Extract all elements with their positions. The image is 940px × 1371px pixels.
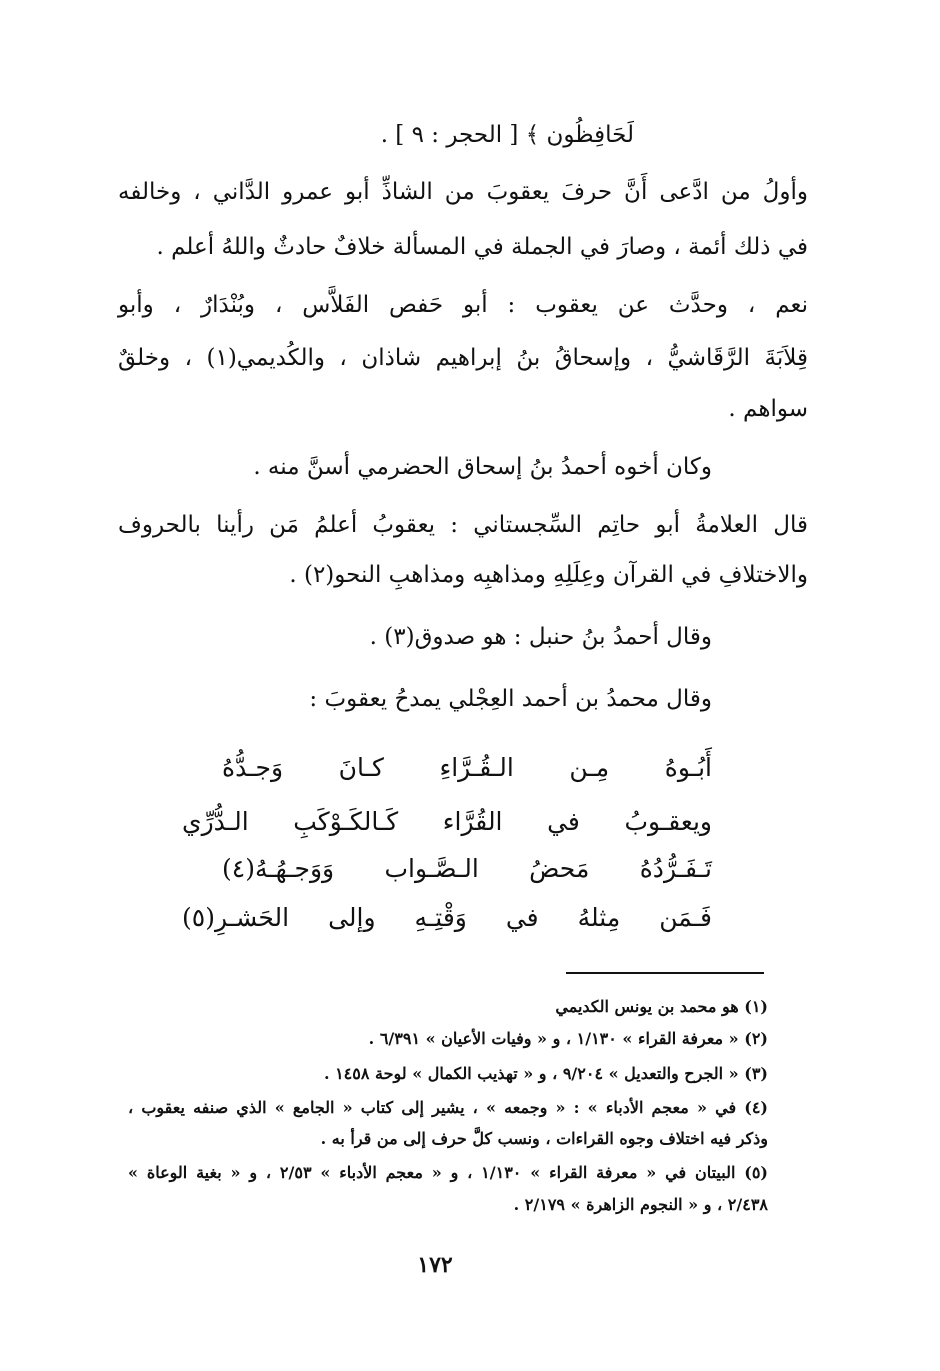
paragraph-line: قِلاَبَةَ الرَّقَاشيُّ ، وإسحاقُ بنُ إبراهيم شاذان ، والكُديمي(١) ، وخلقٌ	[118, 345, 808, 371]
footnote: (١) هو محمد بن يونس الكديمي	[555, 997, 768, 1016]
paragraph-line: والاختلافِ في القرآن وعِلَلِهِ ومذاهبِه ومذاهبِ النحو(٢) .	[289, 562, 808, 588]
paragraph-line: وقال أحمدُ بنُ حنبل : هو صدوق(٣) .	[369, 624, 712, 650]
paragraph-line: في ذلك أئمة ، وصارَ في الجملة في المسألة خلافٌ حادثٌ واللهُ أعلم .	[156, 234, 808, 260]
footnote: (٣) « الجرح والتعديل » ٩/٢٠٤ ، و « تهذيب الكمال » لوحة ١٤٥٨ .	[323, 1064, 768, 1083]
footnote-continuation: وذكر فيه اختلاف وجوه القراءات ، ونسب كلَّ حرف إلى من قرأ به .	[320, 1129, 768, 1148]
footnote: (٢) « معرفة القراء » ١/١٣٠ ، و « وفيات الأعيان » ٦/٣٩١ .	[368, 1029, 768, 1048]
poem-verse: ويعقـوبُ في القُرَّاء كَـالكَـوْكَبِ الـدُّرِّي	[182, 807, 712, 836]
paragraph-line: نعم ، وحدَّث عن يعقوب : أبو حَفص الفَلاَّس ، وبُنْدَارٌ ، وأبو	[118, 292, 808, 318]
footnote: (٥) البيتان في « معرفة القراء » ١/١٣٠ ، و « معجم الأدباء » ٢/٥٣ ، و « بغية الوعاة »	[128, 1163, 768, 1182]
paragraph-line: وكان أخوه أحمدُ بنُ إسحاق الحضرمي أسنَّ منه .	[253, 454, 712, 480]
footnote-continuation: ٢/٤٣٨ ، و « النجوم الزاهرة » ٢/١٧٩ .	[513, 1195, 768, 1214]
paragraph-line: قال العلامةُ أبو حاتِم السِّجستاني : يعقوبُ أعلمُ مَن رأينا بالحروف	[118, 512, 808, 538]
page-number: ١٧٢	[417, 1252, 453, 1278]
poem-verse: أَبُـوهُ مِـن الـقُـرَّاءِ كـانَ وَجـدُّهُ	[222, 753, 712, 782]
footnote-separator	[566, 972, 764, 974]
poem-verse: فَـمَن مِثلهُ في وَقْتِـهِ وإلى الحَشـرِ(٥)	[182, 903, 712, 932]
quran-citation-line: لَحَافِظُون ﴾ [ الحجر : ٩ ] .	[380, 122, 634, 148]
footnote: (٤) في « معجم الأدباء » : « وجمعه » ، يشير إلى كتاب « الجامع » الذي صنفه يعقوب ،	[128, 1098, 768, 1117]
paragraph-line: سواهم .	[728, 396, 808, 422]
paragraph-line: وأولُ من ادَّعى أَنَّ حرفَ يعقوبَ من الشاذِّ أبو عمرو الدَّاني ، وخالفه	[118, 179, 808, 205]
paragraph-line: وقال محمدُ بن أحمد العِجْلي يمدحُ يعقوبَ :	[309, 686, 712, 712]
poem-verse: تَـفَـرُّدُهُ مَحضُ الـصَّـواب وَوَجـهُـهُ(٤)	[222, 854, 712, 883]
